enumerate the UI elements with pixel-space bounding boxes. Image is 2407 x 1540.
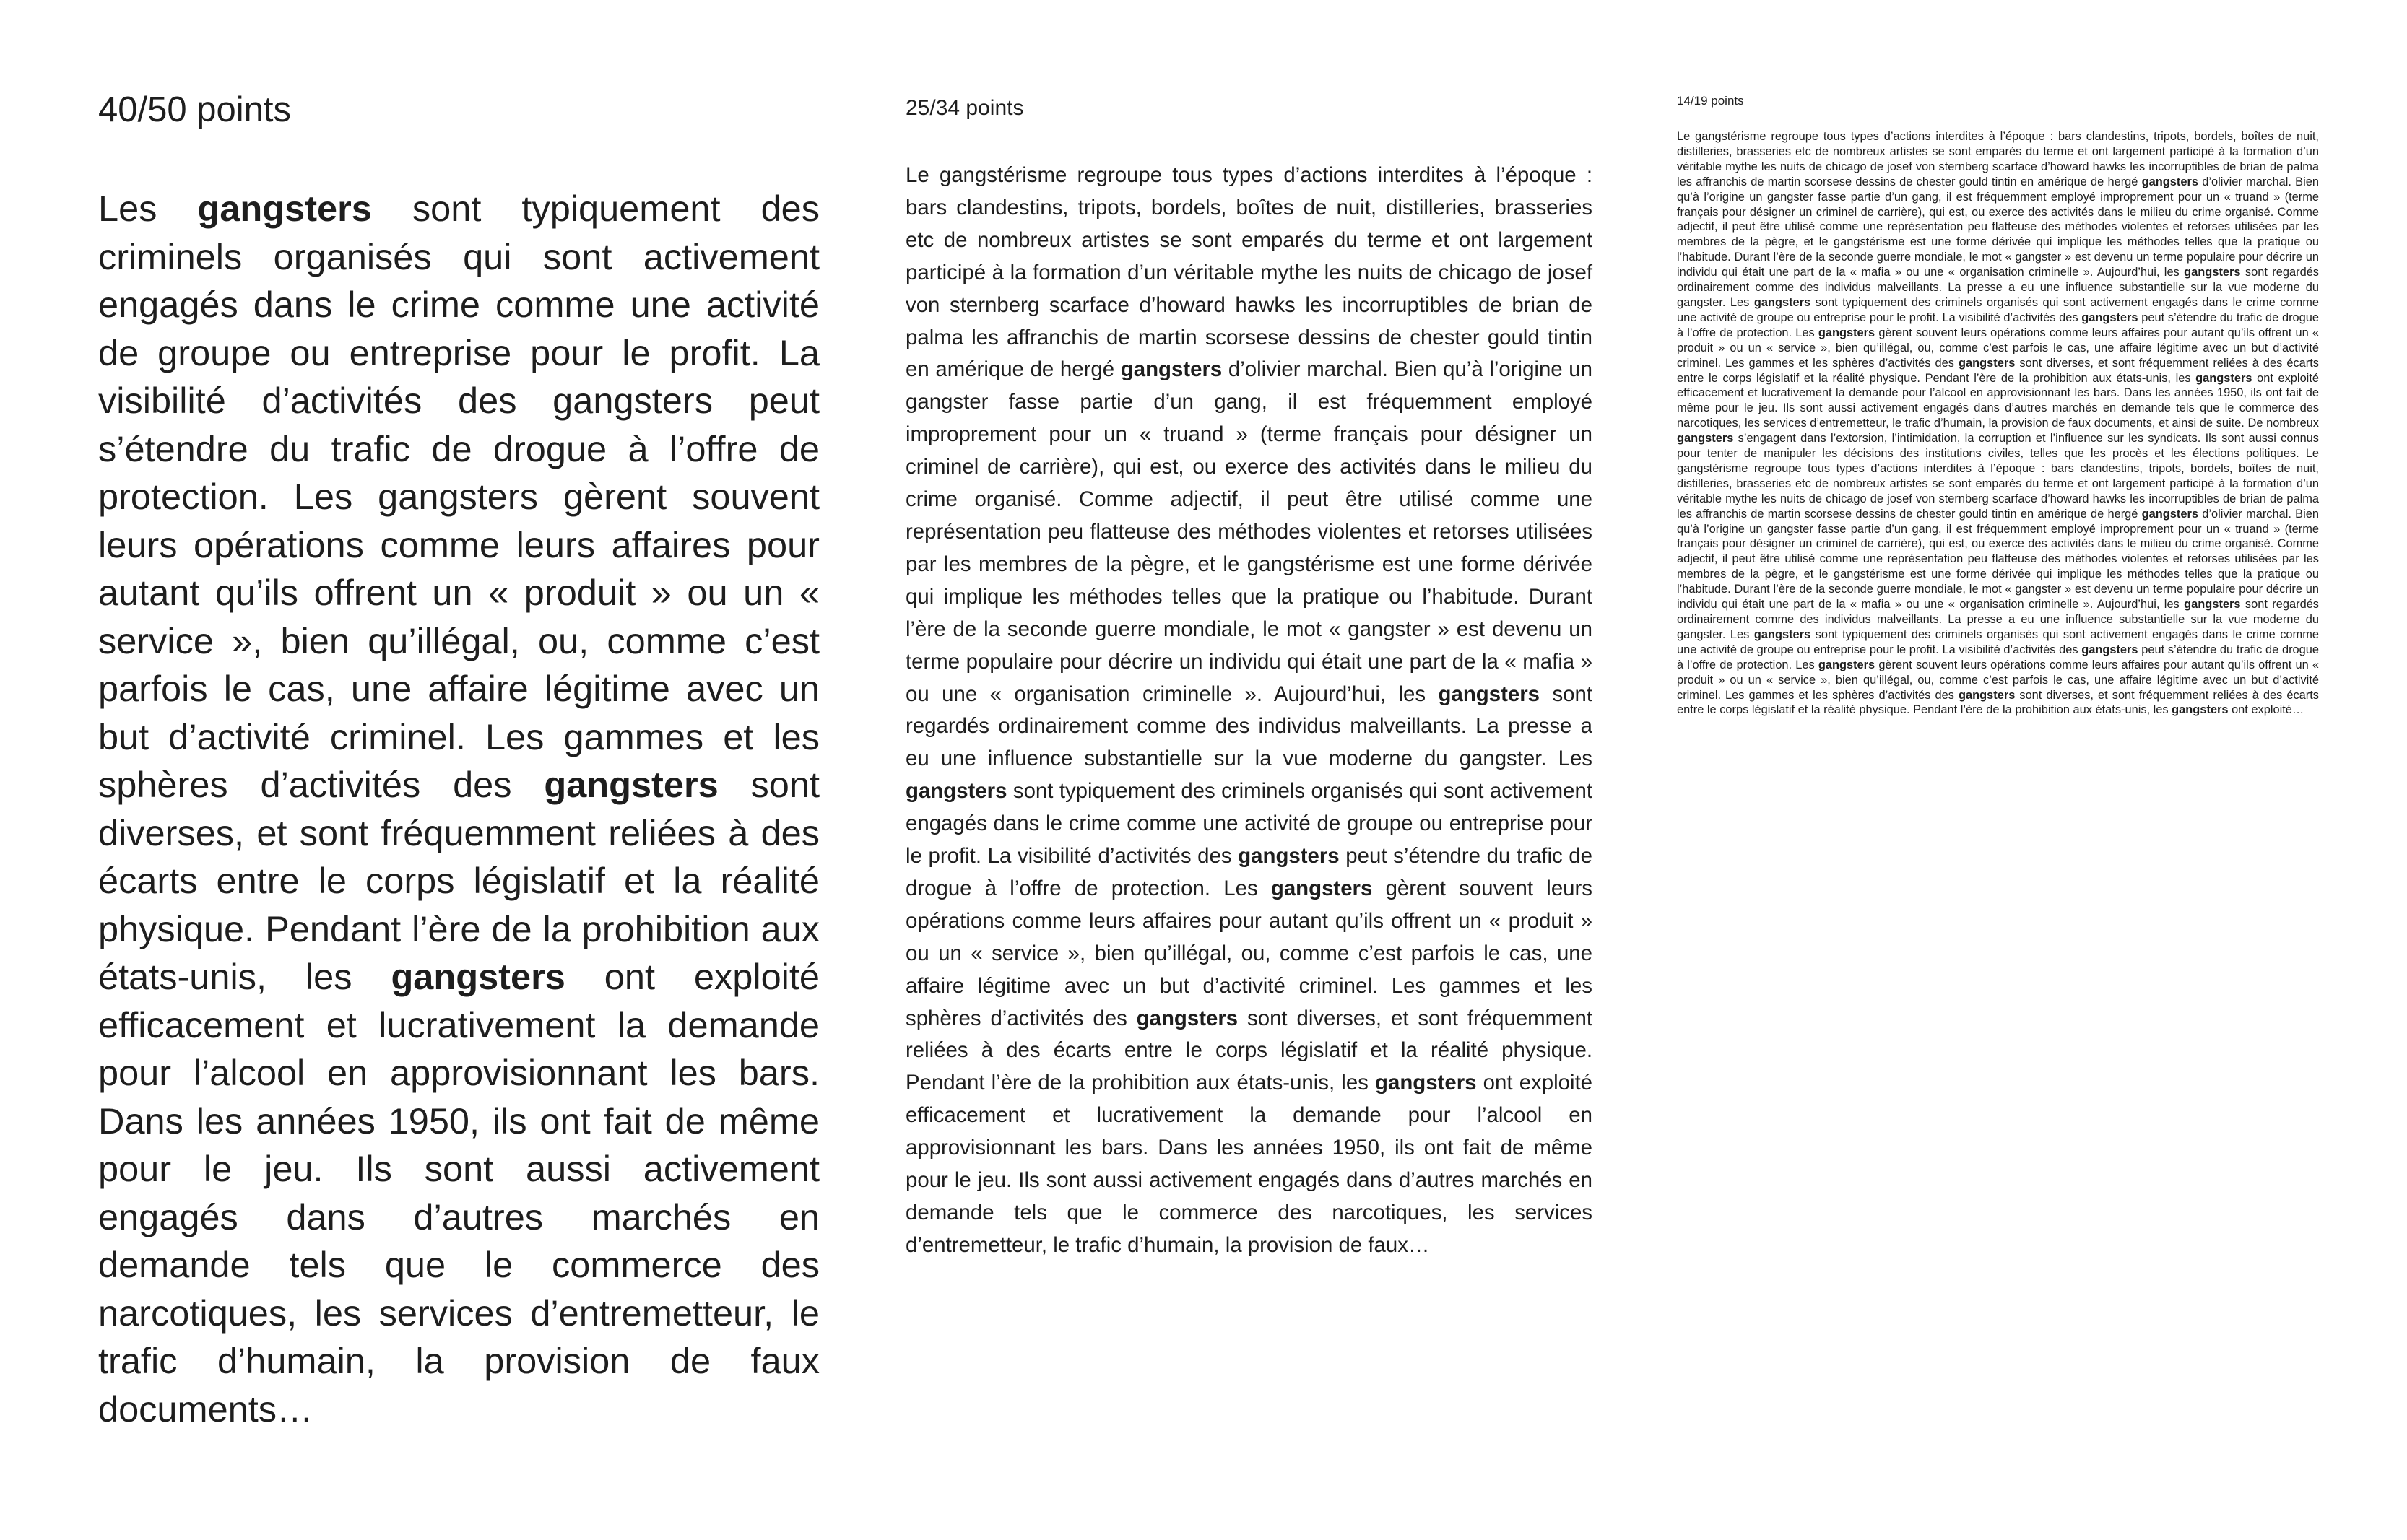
bold-keyword: gangsters: [544, 764, 719, 805]
text-run: gèrent souvent leurs opérations comme leurs affaires pour autant qu’ils offrent un « produit » ou un « service », bien qu’illégal, ou, comme c’est parfois le cas, une affaire légitime avec un but d’activité criminel. Les gammes et les sphères d’activités des: [1677, 326, 2319, 370]
bold-keyword: gangsters: [1270, 876, 1373, 900]
text-run: peut s’étendre du trafic de drogue à l’offre de protection. Les: [1677, 310, 2319, 339]
text-run: Les: [98, 188, 198, 229]
bold-keyword: gangsters: [2172, 703, 2229, 717]
bold-keyword: gangsters: [197, 188, 372, 229]
column-body-text: [906, 160, 1592, 1262]
text-run: ont exploité efficacement et lucrativement la demande pour l’alcool en approvisionnant les bars. Dans les années 1950, ils ont fait de même pour le jeu. Ils sont aussi activement engagés dans d’autres marchés en demande tels que le commerce des narcotiques, les services d’entremetteur, le trafic d’humain, la provision de faux documents…: [98, 956, 820, 1430]
bold-keyword: gangsters: [1375, 1071, 1477, 1095]
text-run: d’olivier marchal. Bien qu’à l’origine un gangster fasse partie d’un gang, il est fréquemment employé improprement pour un « truand » (terme français pour désigner un criminel de carrière), qui est, ou exerce des activités dans le milieu du crime organisé. Comme adjectif, il peut être utilisé comme une représentation peu flatteuse des méthodes violentes et retorses utilisées par les membres de la pègre, et le gangstérisme est une forme dérivée qui implique les méthodes telles que la pratique ou l’habitude. Durant l’ère de la seconde guerre mondiale, le mot « gangster » est devenu un terme populaire pour décrire un individu qui était une part de la « mafia » ou une « organisation criminelle ». Aujourd’hui, les: [1677, 175, 2319, 279]
text-run: sont regardés ordinairement comme des individus malveillants. La presse a eu une influence substantielle sur la vue moderne du gangster. Les: [1677, 266, 2320, 309]
bold-keyword: gangsters: [1438, 682, 1540, 706]
text-run: ont exploité efficacement et lucrativement la demande pour l’alcool en approvisionnant les bars. Dans les années 1950, ils ont fait de même pour le jeu. Ils sont aussi activement engagés dans d’autres marchés en demande tels que le commerce des narcotiques, les services d’entremetteur, le trafic d’humain, la provision de faux…: [906, 1071, 1592, 1257]
text-run: Le gangstérisme regroupe tous types d’actions interdites à l’époque : bars clandestins, tripots, bordels, boîtes de nuit, distilleries, brasseries etc de nombreux artistes se sont emparés du terme et ont largement participé à la formation d’un véritable mythe les nuits de chicago de josef von sternberg scarface d’howard hawks les incorruptibles de brian de palma les affranchis de martin scorsese dessins de chester gould tintin en amérique de hergé: [1677, 130, 2319, 188]
text-run: sont typiquement des criminels organisés qui sont activement engagés dans le crime comme une activité de groupe ou entreprise pour le profit. La visibilité d’activités des: [1677, 627, 2319, 656]
bold-keyword: gangsters: [906, 779, 1007, 804]
column-heading: 40/50 points: [98, 90, 291, 129]
text-run: sont diverses, et sont fréquemment reliées à des écarts entre le corps législatif et la réalité physique. Pendant l’ère de la prohibition aux états-unis, les: [906, 1006, 1592, 1095]
column-heading: 14/19 points: [1677, 94, 1744, 108]
text-run: ont exploité…: [2228, 703, 2304, 717]
bold-keyword: gangsters: [1136, 1006, 1239, 1030]
bold-keyword: gangsters: [391, 956, 565, 997]
bold-keyword: gangsters: [2141, 175, 2198, 188]
text-run: sont typiquement des criminels organisés qui sont activement engagés dans le crime comme une activité de groupe ou entreprise pour le profit. La visibilité d’activités des: [1677, 295, 2319, 324]
text-run: d’olivier marchal. Bien qu’à l’origine un gangster fasse partie d’un gang, il est fréquemment employé improprement pour un « truand » (terme français pour désigner un criminel de carrière), qui est, ou exerce des activités dans le milieu du crime organisé. Comme adjectif, il peut être utilisé comme une représentation peu flatteuse des méthodes violentes et retorses utilisées par les membres de la pègre, et le gangstérisme est une forme dérivée qui implique les méthodes telles que la pratique ou l’habitude. Durant l’ère de la seconde guerre mondiale, le mot « gangster » est devenu un terme populaire pour décrire un individu qui était une part de la « mafia » ou une « organisation criminelle ». Aujourd’hui, les: [1677, 507, 2319, 612]
text-run: gèrent souvent leurs opérations comme leurs affaires pour autant qu’ils offrent un « produit » ou un « service », bien qu’illégal, ou, comme c’est parfois le cas, une affaire légitime avec un but d’activité criminel. Les gammes et les sphères d’activités des: [1677, 658, 2319, 702]
bold-keyword: gangsters: [1958, 356, 2016, 370]
bold-keyword: gangsters: [1753, 627, 1811, 641]
column-heading: 25/34 points: [906, 96, 1024, 120]
bold-keyword: gangsters: [1818, 658, 1875, 671]
text-run: sont diverses, et sont fréquemment reliées à des écarts entre le corps législatif et la réalité physique. Pendant l’ère de la prohibition aux états-unis, les: [1677, 356, 2319, 385]
bold-keyword: gangsters: [1753, 295, 1811, 309]
text-run: sont diverses, et sont fréquemment reliées à des écarts entre le corps législatif et la réalité physique. Pendant l’ère de la prohibition aux états-unis, les: [1677, 688, 2319, 717]
bold-keyword: gangsters: [2081, 310, 2138, 324]
text-run: Le gangstérisme regroupe tous types d’actions interdites à l’époque : bars clandestins, tripots, bordels, boîtes de nuit, distilleries, brasseries etc de nombreux artistes se sont emparés du terme et ont largement participé à la formation d’un véritable mythe les nuits de chicago de josef von sternberg scarface d’howard hawks les incorruptibles de brian de palma les affranchis de martin scorsese dessins de chester gould tintin en amérique de hergé: [906, 163, 1592, 382]
bold-keyword: gangsters: [1818, 326, 1875, 339]
bold-keyword: gangsters: [2184, 266, 2241, 279]
bold-keyword: gangsters: [2195, 371, 2252, 385]
column-body-text: [98, 185, 820, 1433]
column-body-text: [1677, 129, 2319, 718]
text-run: sont typiquement des criminels organisés qui sont activement engagés dans le crime comme une activité de groupe ou entreprise pour le profit. La visibilité d’activités des: [906, 779, 1592, 869]
bold-keyword: gangsters: [2141, 507, 2198, 521]
bold-keyword: gangsters: [1120, 357, 1223, 382]
text-run: s’engagent dans l’extorsion, l’intimidation, la corruption et l’influence sur les syndicats. Ils sont aussi connus pour tenter de manipuler les décisions des institutions civiles, telles que les procès et les élections politiques. Le gangstérisme regroupe tous types d’actions interdites à l’époque : bars clandestins, tripots, bordels, boîtes de nuit, distilleries, brasseries etc de nombreux artistes se sont emparés du terme et ont largement participé à la formation d’un véritable mythe les nuits de chicago de josef von sternberg scarface d’howard hawks les incorruptibles de brian de palma les affranchis de martin scorsese dessins de chester gould tintin en amérique de hergé: [1677, 432, 2319, 521]
bold-keyword: gangsters: [2081, 643, 2138, 656]
text-run: sont regardés ordinairement comme des individus malveillants. La presse a eu une influence substantielle sur la vue moderne du gangster. Les: [1677, 598, 2320, 641]
text-run: peut s’étendre du trafic de drogue à l’offre de protection. Les: [906, 844, 1592, 900]
text-run: sont typiquement des criminels organisés qui sont activement engagés dans le crime comme une activité de groupe ou entreprise pour le profit. La visibilité d’activités des gangsters peut s’étendre du trafic de drogue à l’offre de protection. Les gangsters gèrent souvent leurs opérations comme leurs affaires pour autant qu’ils offrent un « produit » ou un « service », bien qu’illégal, ou, comme c’est parfois le cas, une affaire légitime avec un but d’activité criminel. Les gammes et les sphères d’activités des: [98, 188, 820, 805]
bold-keyword: gangsters: [1238, 844, 1340, 869]
text-run: sont regardés ordinairement comme des individus malveillants. La presse a eu une influence substantielle sur la vue moderne du gangster. Les: [906, 682, 1593, 771]
text-run: sont diverses, et sont fréquemment reliées à des écarts entre le corps législatif et la réalité physique. Pendant l’ère de la prohibition aux états-unis, les: [98, 764, 820, 997]
text-run: peut s’étendre du trafic de drogue à l’offre de protection. Les: [1677, 643, 2319, 671]
text-run: ont exploité efficacement et lucrativement la demande pour l’alcool en approvisionnant les bars. Dans les années 1950, ils ont fait de même pour le jeu. Ils sont aussi activement engagés dans d’autres marchés en demande tels que le commerce des narcotiques, les services d’entremetteur, le trafic d’humain, la provision de faux documents, et ainsi de suite. De nombreux: [1677, 371, 2319, 430]
bold-keyword: gangsters: [1958, 688, 2016, 702]
text-run: d’olivier marchal. Bien qu’à l’origine un gangster fasse partie d’un gang, il est fréquemment employé improprement pour un « truand » (terme français pour désigner un criminel de carrière), qui est, ou exerce des activités dans le milieu du crime organisé. Comme adjectif, il peut être utilisé comme une représentation peu flatteuse des méthodes violentes et retorses utilisées par les membres de la pègre, et le gangstérisme est une forme dérivée qui implique les méthodes telles que la pratique ou l’habitude. Durant l’ère de la seconde guerre mondiale, le mot « gangster » est devenu un terme populaire pour décrire un individu qui était une part de la « mafia » ou une « organisation criminelle ». Aujourd’hui, les: [906, 357, 1592, 706]
text-run: gèrent souvent leurs opérations comme leurs affaires pour autant qu’ils offrent un « produit » ou un « service », bien qu’illégal, ou, comme c’est parfois le cas, une affaire légitime avec un but d’activité criminel. Les gammes et les sphères d’activités des: [906, 876, 1592, 1030]
bold-keyword: gangsters: [1677, 432, 1734, 445]
bold-keyword: gangsters: [2184, 598, 2241, 612]
